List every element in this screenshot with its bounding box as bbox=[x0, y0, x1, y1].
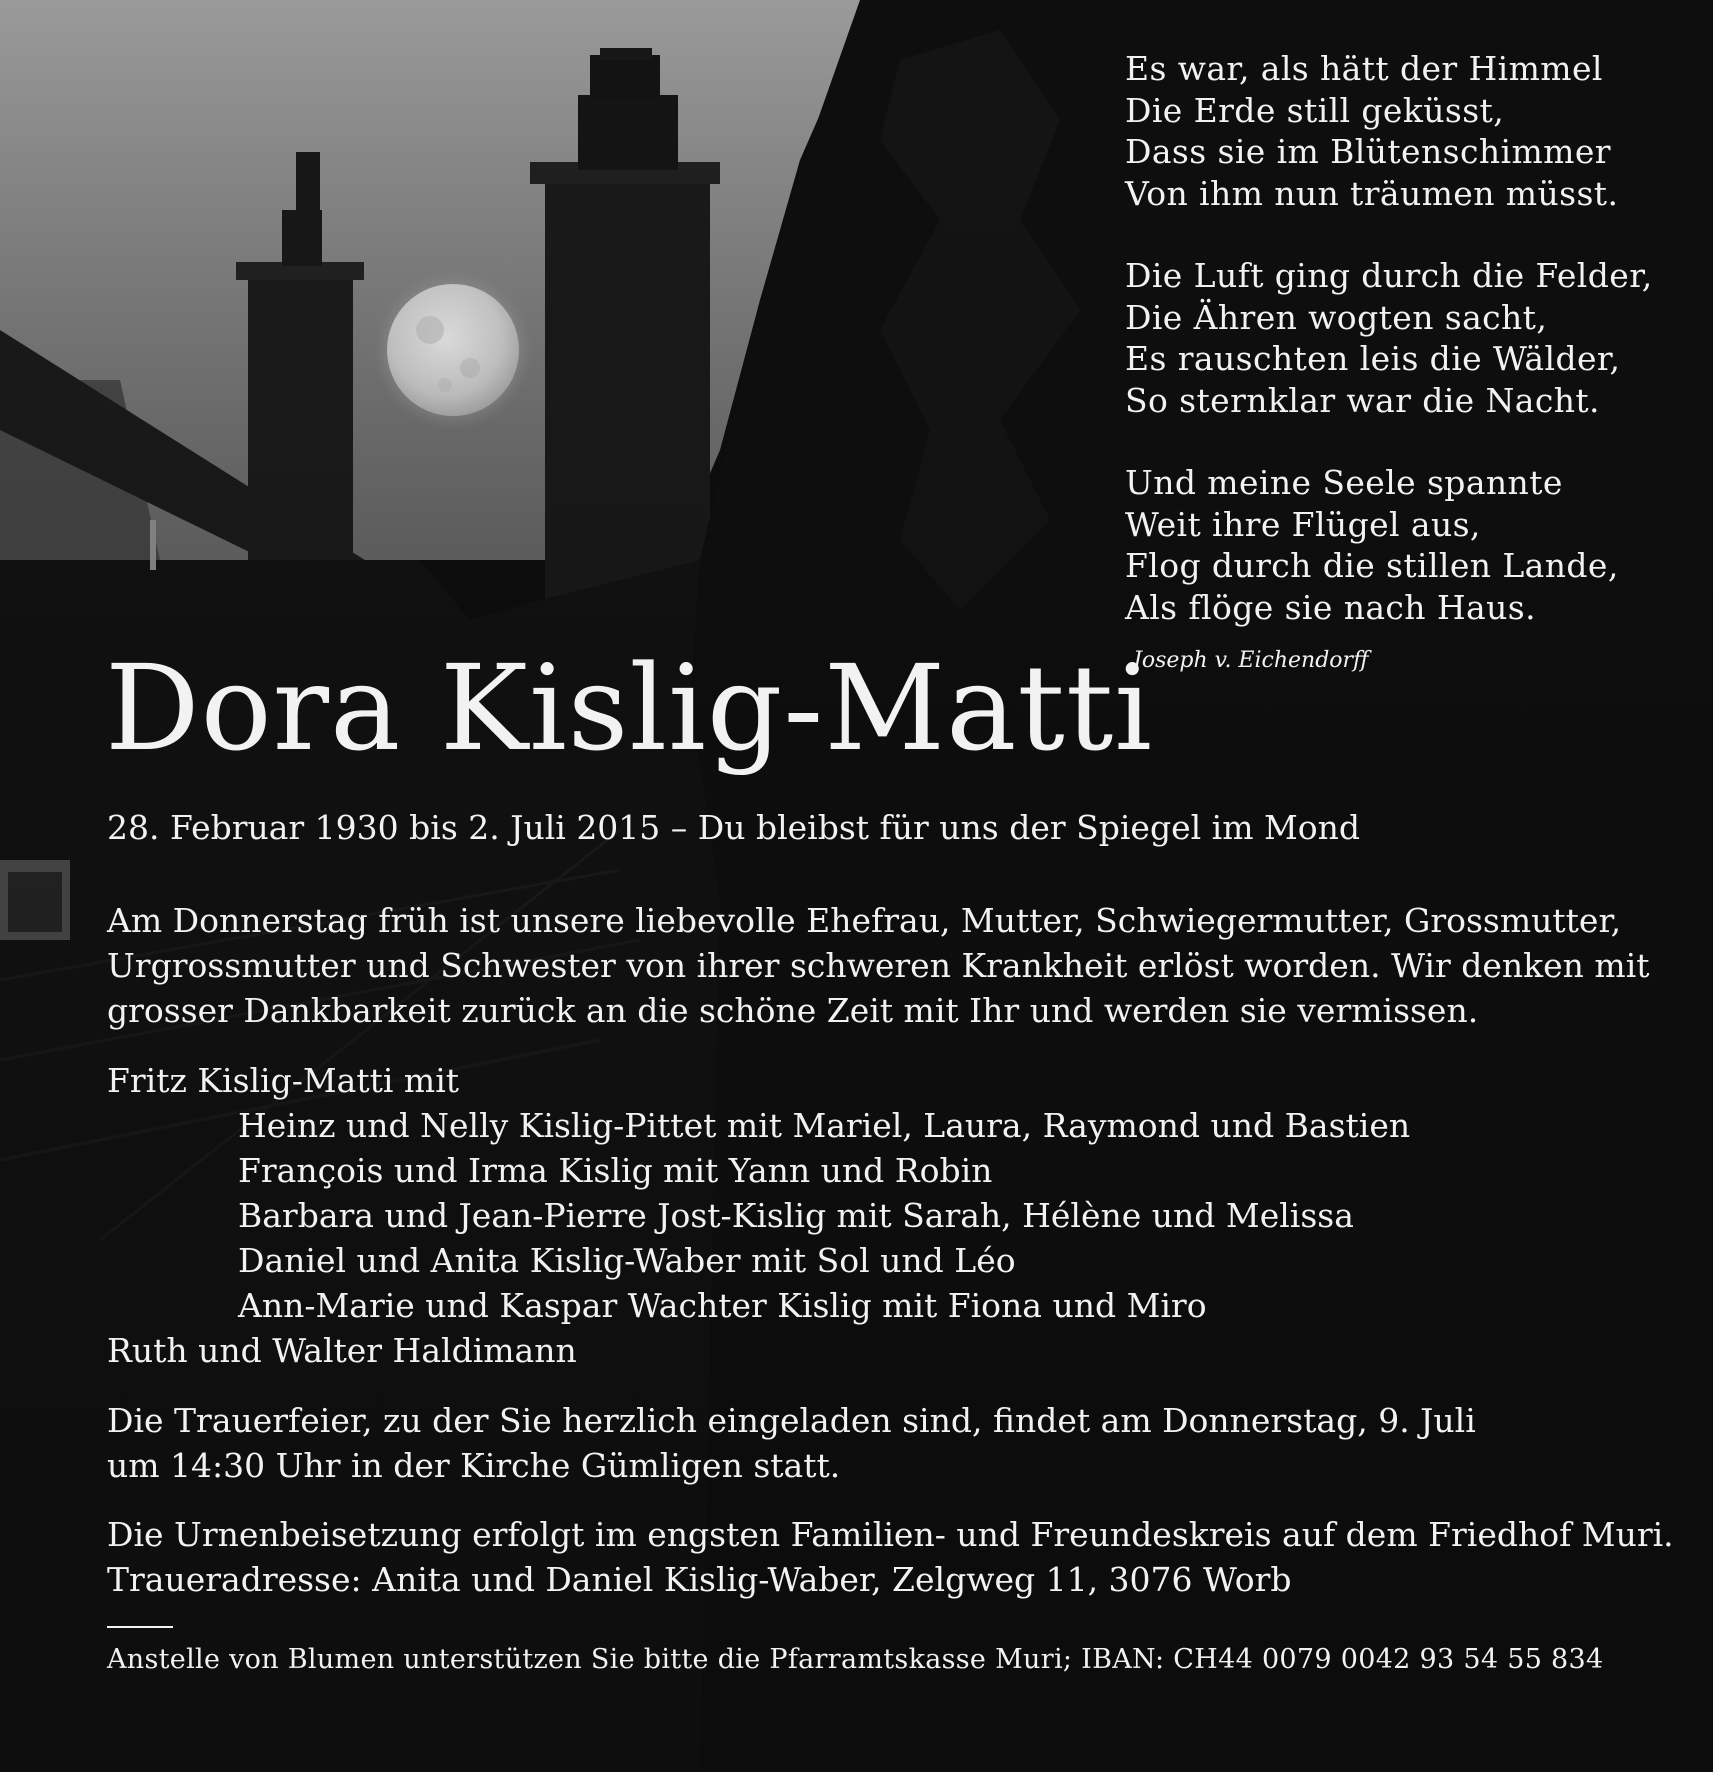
burial-info bbox=[107, 1512, 1674, 1602]
intro-line: Am Donnerstag früh ist unsere liebevolle Ehefrau, Mutter, Schwiegermutter, Grossmutter, bbox=[107, 901, 1622, 940]
poem-line: Und meine Seele spannte bbox=[1125, 463, 1563, 502]
intro-paragraph bbox=[107, 898, 1650, 1033]
poem-stanza bbox=[1125, 48, 1653, 214]
poem-stanza bbox=[1125, 462, 1653, 628]
poem-line: Dass sie im Blütenschimmer bbox=[1125, 132, 1611, 171]
poem-line: Die Luft ging durch die Felder, bbox=[1125, 256, 1653, 295]
family-member: Daniel und Anita Kislig-Waber mit Sol und Léo bbox=[238, 1241, 1016, 1280]
family-member: Ann-Marie und Kaspar Wachter Kislig mit Fiona und Miro bbox=[238, 1286, 1207, 1325]
funeral-line: Die Trauerfeier, zu der Sie herzlich eingeladen sind, findet am Donnerstag, 9. Juli bbox=[107, 1401, 1476, 1440]
dates-line: 28. Februar 1930 bis 2. Juli 2015 – Du bleibst für uns der Spiegel im Mond bbox=[107, 808, 1361, 847]
poem-line: Weit ihre Flügel aus, bbox=[1125, 504, 1481, 544]
poem-line: Flog durch die stillen Lande, bbox=[1125, 546, 1619, 585]
family-member: François und Irma Kislig mit Yann und Robin bbox=[238, 1151, 993, 1190]
poem-line: Die Erde still geküsst, bbox=[1125, 90, 1505, 130]
burial-line: Die Urnenbeisetzung erfolgt im engsten Familien- und Freundeskreis auf dem Friedhof Muri. bbox=[107, 1515, 1674, 1554]
family-member: Barbara und Jean-Pierre Jost-Kislig mit Sarah, Hélène und Melissa bbox=[238, 1196, 1354, 1235]
intro-line: grosser Dankbarkeit zurück an die schöne Zeit mit Ihr und werden sie vermissen. bbox=[107, 991, 1479, 1030]
intro-line: Urgrossmutter und Schwester von ihrer schweren Krankheit erlöst worden. Wir denken mit bbox=[107, 946, 1650, 985]
poem-line: Es war, als hätt der Himmel bbox=[1125, 49, 1603, 88]
mourning-address: Traueradresse: Anita und Daniel Kislig-Waber, Zelgweg 11, 3076 Worb bbox=[107, 1560, 1292, 1599]
divider bbox=[107, 1626, 173, 1628]
poem-line: Als flöge sie nach Haus. bbox=[1125, 587, 1536, 627]
poem-line: Von ihm nun träumen müsst. bbox=[1125, 173, 1619, 213]
deceased-name: Dora Kislig-Matti bbox=[105, 639, 1154, 777]
family-head: Fritz Kislig-Matti mit bbox=[107, 1061, 460, 1100]
funeral-line: um 14:30 Uhr in der Kirche Gümligen statt. bbox=[107, 1446, 841, 1485]
family-sibling: Ruth und Walter Haldimann bbox=[107, 1331, 577, 1370]
funeral-info bbox=[107, 1398, 1476, 1488]
poem-author: Joseph v. Eichendorff bbox=[1133, 648, 1369, 673]
donation-note: Anstelle von Blumen unterstützen Sie bitte die Pfarramtskasse Muri; IBAN: CH44 0079 0042 93 54 55 834 bbox=[107, 1644, 1604, 1675]
family-member: Heinz und Nelly Kislig-Pittet mit Mariel, Laura, Raymond und Bastien bbox=[238, 1106, 1411, 1145]
poem-line: Die Ähren wogten sacht, bbox=[1125, 297, 1548, 337]
poem-line: Es rauschten leis die Wälder, bbox=[1125, 339, 1621, 378]
poem-line: So sternklar war die Nacht. bbox=[1125, 380, 1600, 420]
poem bbox=[1125, 48, 1653, 628]
poem-stanza bbox=[1125, 255, 1653, 421]
family-list bbox=[107, 1058, 1410, 1373]
